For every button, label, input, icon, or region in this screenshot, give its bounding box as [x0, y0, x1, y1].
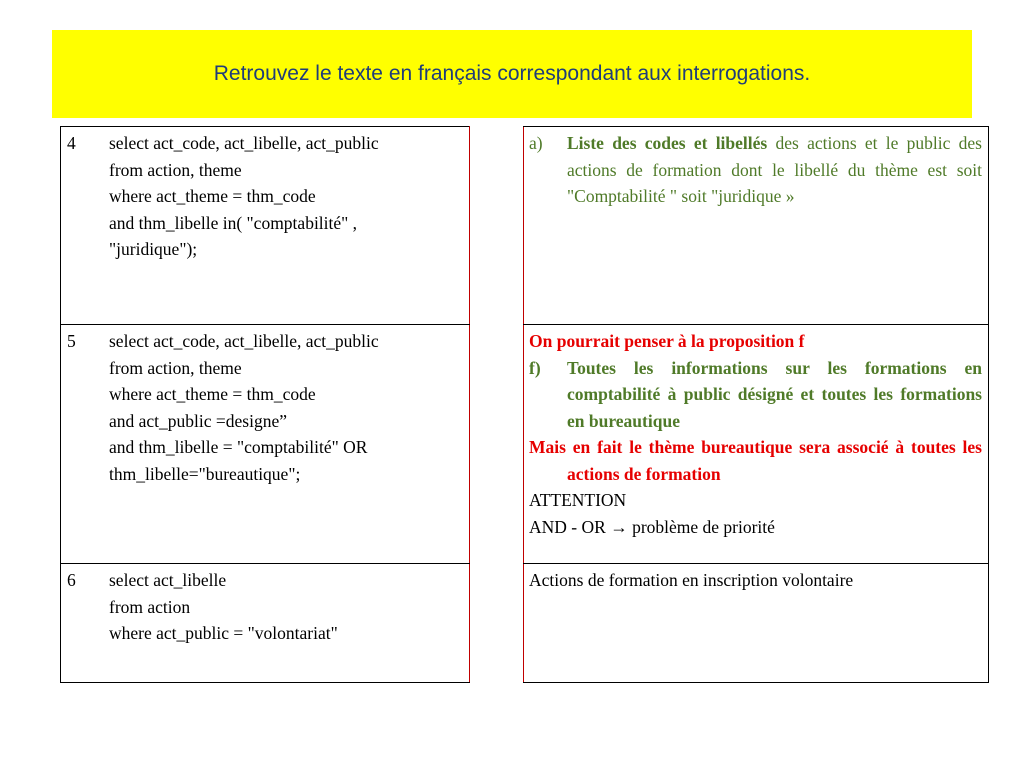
answer-item-a — [529, 130, 982, 210]
answer-row-6 — [524, 564, 989, 683]
code-line: thm_libelle="bureautique"; — [109, 463, 301, 484]
answer-row-f — [524, 325, 989, 564]
code-line: from action — [109, 596, 191, 617]
query-row-5 — [61, 325, 470, 564]
code-line: where act_public = "volontariat" — [109, 623, 338, 643]
query-row-4 — [61, 127, 470, 325]
answer-bold-text: Liste des codes et libellés — [567, 133, 768, 153]
query-number: 5 — [61, 325, 96, 564]
answer-cell — [524, 325, 989, 564]
query-row-6 — [61, 564, 470, 683]
code-line: select act_code, act_libelle, act_public — [109, 331, 379, 351]
query-number: 6 — [61, 564, 96, 683]
code-line: and thm_libelle in( "comptabilité" , — [109, 212, 358, 233]
code-line: from action, theme — [109, 357, 242, 378]
code-line: where act_theme = thm_code — [109, 384, 316, 404]
query-code — [95, 325, 470, 564]
page-title: Retrouvez le texte en français correspondant aux interrogations. — [213, 62, 811, 85]
query-table — [60, 126, 470, 683]
list-marker: a) — [529, 133, 543, 153]
answer-item-f — [529, 355, 982, 435]
answer-rest-text: des actions et le public des actions de formation dont le libellé du thème est soit "Comptabilité " soit "juridique » — [567, 133, 982, 206]
arrow-right-icon: → — [610, 516, 628, 537]
code-line: "juridique"); — [109, 239, 198, 259]
answer-cell — [524, 127, 989, 325]
rule-prefix: AND - OR — [529, 516, 611, 537]
code-line: select act_code, act_libelle, act_public — [109, 133, 379, 153]
query-code — [95, 564, 470, 683]
query-code — [95, 127, 470, 325]
title-banner — [52, 30, 972, 118]
answer-text: Actions de formation en inscription volontaire — [529, 570, 854, 590]
answer-text: Toutes les informations sur les formations en comptabilité à public désigné et toutes les formations en bureautique — [567, 357, 982, 431]
answer-table — [523, 126, 989, 683]
attention-label: ATTENTION — [529, 490, 627, 510]
answer-intro: On pourrait penser à la proposition f — [529, 331, 805, 351]
query-number: 4 — [61, 127, 96, 325]
list-marker: f) — [529, 357, 541, 378]
answer-cell — [524, 564, 989, 683]
code-line: from action, theme — [109, 159, 242, 180]
code-line: where act_theme = thm_code — [109, 186, 316, 206]
rule-suffix: problème de priorité — [627, 516, 775, 537]
answer-note: Mais en fait le thème bureautique sera associé à toutes les actions de formation — [529, 437, 982, 484]
code-line: and act_public =designe” — [109, 410, 287, 431]
answer-text — [567, 130, 982, 210]
code-line: select act_libelle — [109, 570, 227, 590]
priority-rule — [529, 514, 982, 541]
answer-row-a — [524, 127, 989, 325]
code-line: and thm_libelle = "comptabilité" OR — [109, 437, 368, 457]
